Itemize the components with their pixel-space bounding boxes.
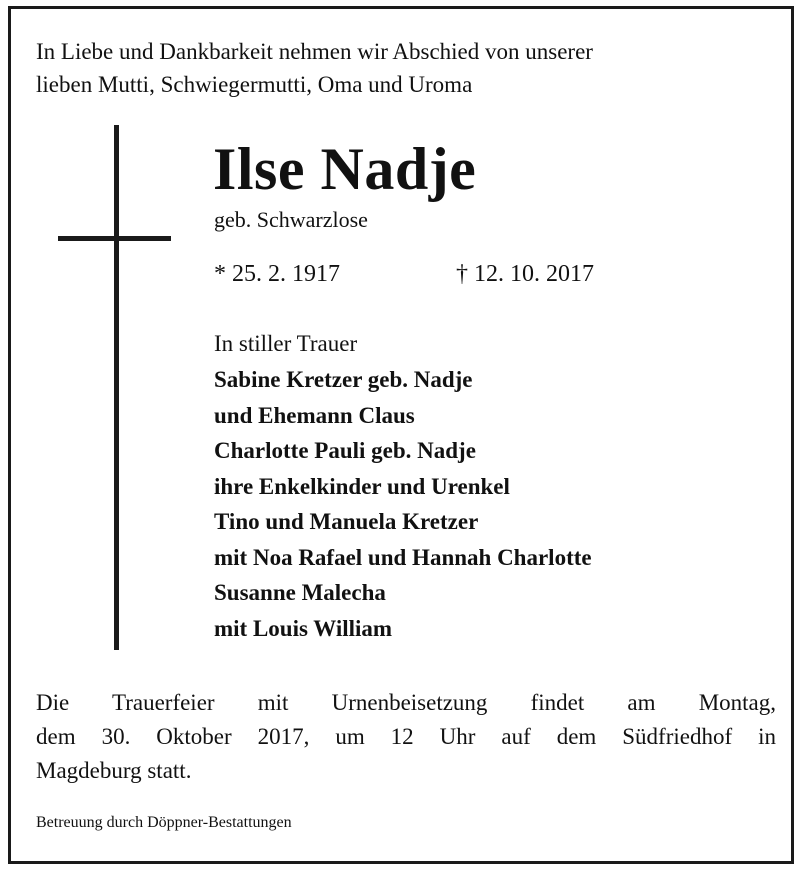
birth-name: geb. Schwarzlose [214, 207, 368, 232]
deceased-name: Ilse Nadje [213, 136, 477, 202]
ceremony-line: Die Trauerfeier mit Urnenbeisetzung findet am Montag, [36, 690, 776, 715]
mourner-line: Charlotte Pauli geb. Nadje [214, 438, 476, 463]
obituary-notice [8, 6, 794, 864]
ceremony-info [36, 686, 776, 788]
mourners-block [214, 329, 774, 646]
death-date: † 12. 10. 2017 [456, 261, 594, 287]
mourner-line: Sabine Kretzer geb. Nadje [214, 367, 473, 392]
ceremony-line: dem 30. Oktober 2017, um 12 Uhr auf dem Südfriedhof in [36, 724, 776, 749]
cross-icon [114, 125, 119, 650]
mourning-intro: In stiller Trauer [214, 331, 358, 356]
intro-text [36, 35, 776, 101]
mourner-line: ihre Enkelkinder und Urenkel [214, 473, 510, 499]
undertaker-credit: Betreuung durch Döppner-Bestattungen [36, 814, 292, 831]
birth-date: * 25. 2. 1917 [214, 261, 340, 287]
mourner-line: mit Noa Rafael und Hannah Charlotte [214, 544, 592, 570]
mourners-list [214, 362, 774, 646]
intro-line: lieben Mutti, Schwiegermutti, Oma und Uroma [36, 72, 473, 97]
mourner-line: Susanne Malecha [214, 580, 386, 605]
intro-line: In Liebe und Dankbarkeit nehmen wir Abschied von unserer [36, 39, 593, 64]
cross-icon-bar [58, 236, 171, 241]
mourner-line: Tino und Manuela Kretzer [214, 509, 479, 534]
mourner-line: und Ehemann Claus [214, 402, 415, 428]
mourner-line: mit Louis William [214, 615, 393, 641]
ceremony-line: Magdeburg statt. [36, 758, 192, 783]
